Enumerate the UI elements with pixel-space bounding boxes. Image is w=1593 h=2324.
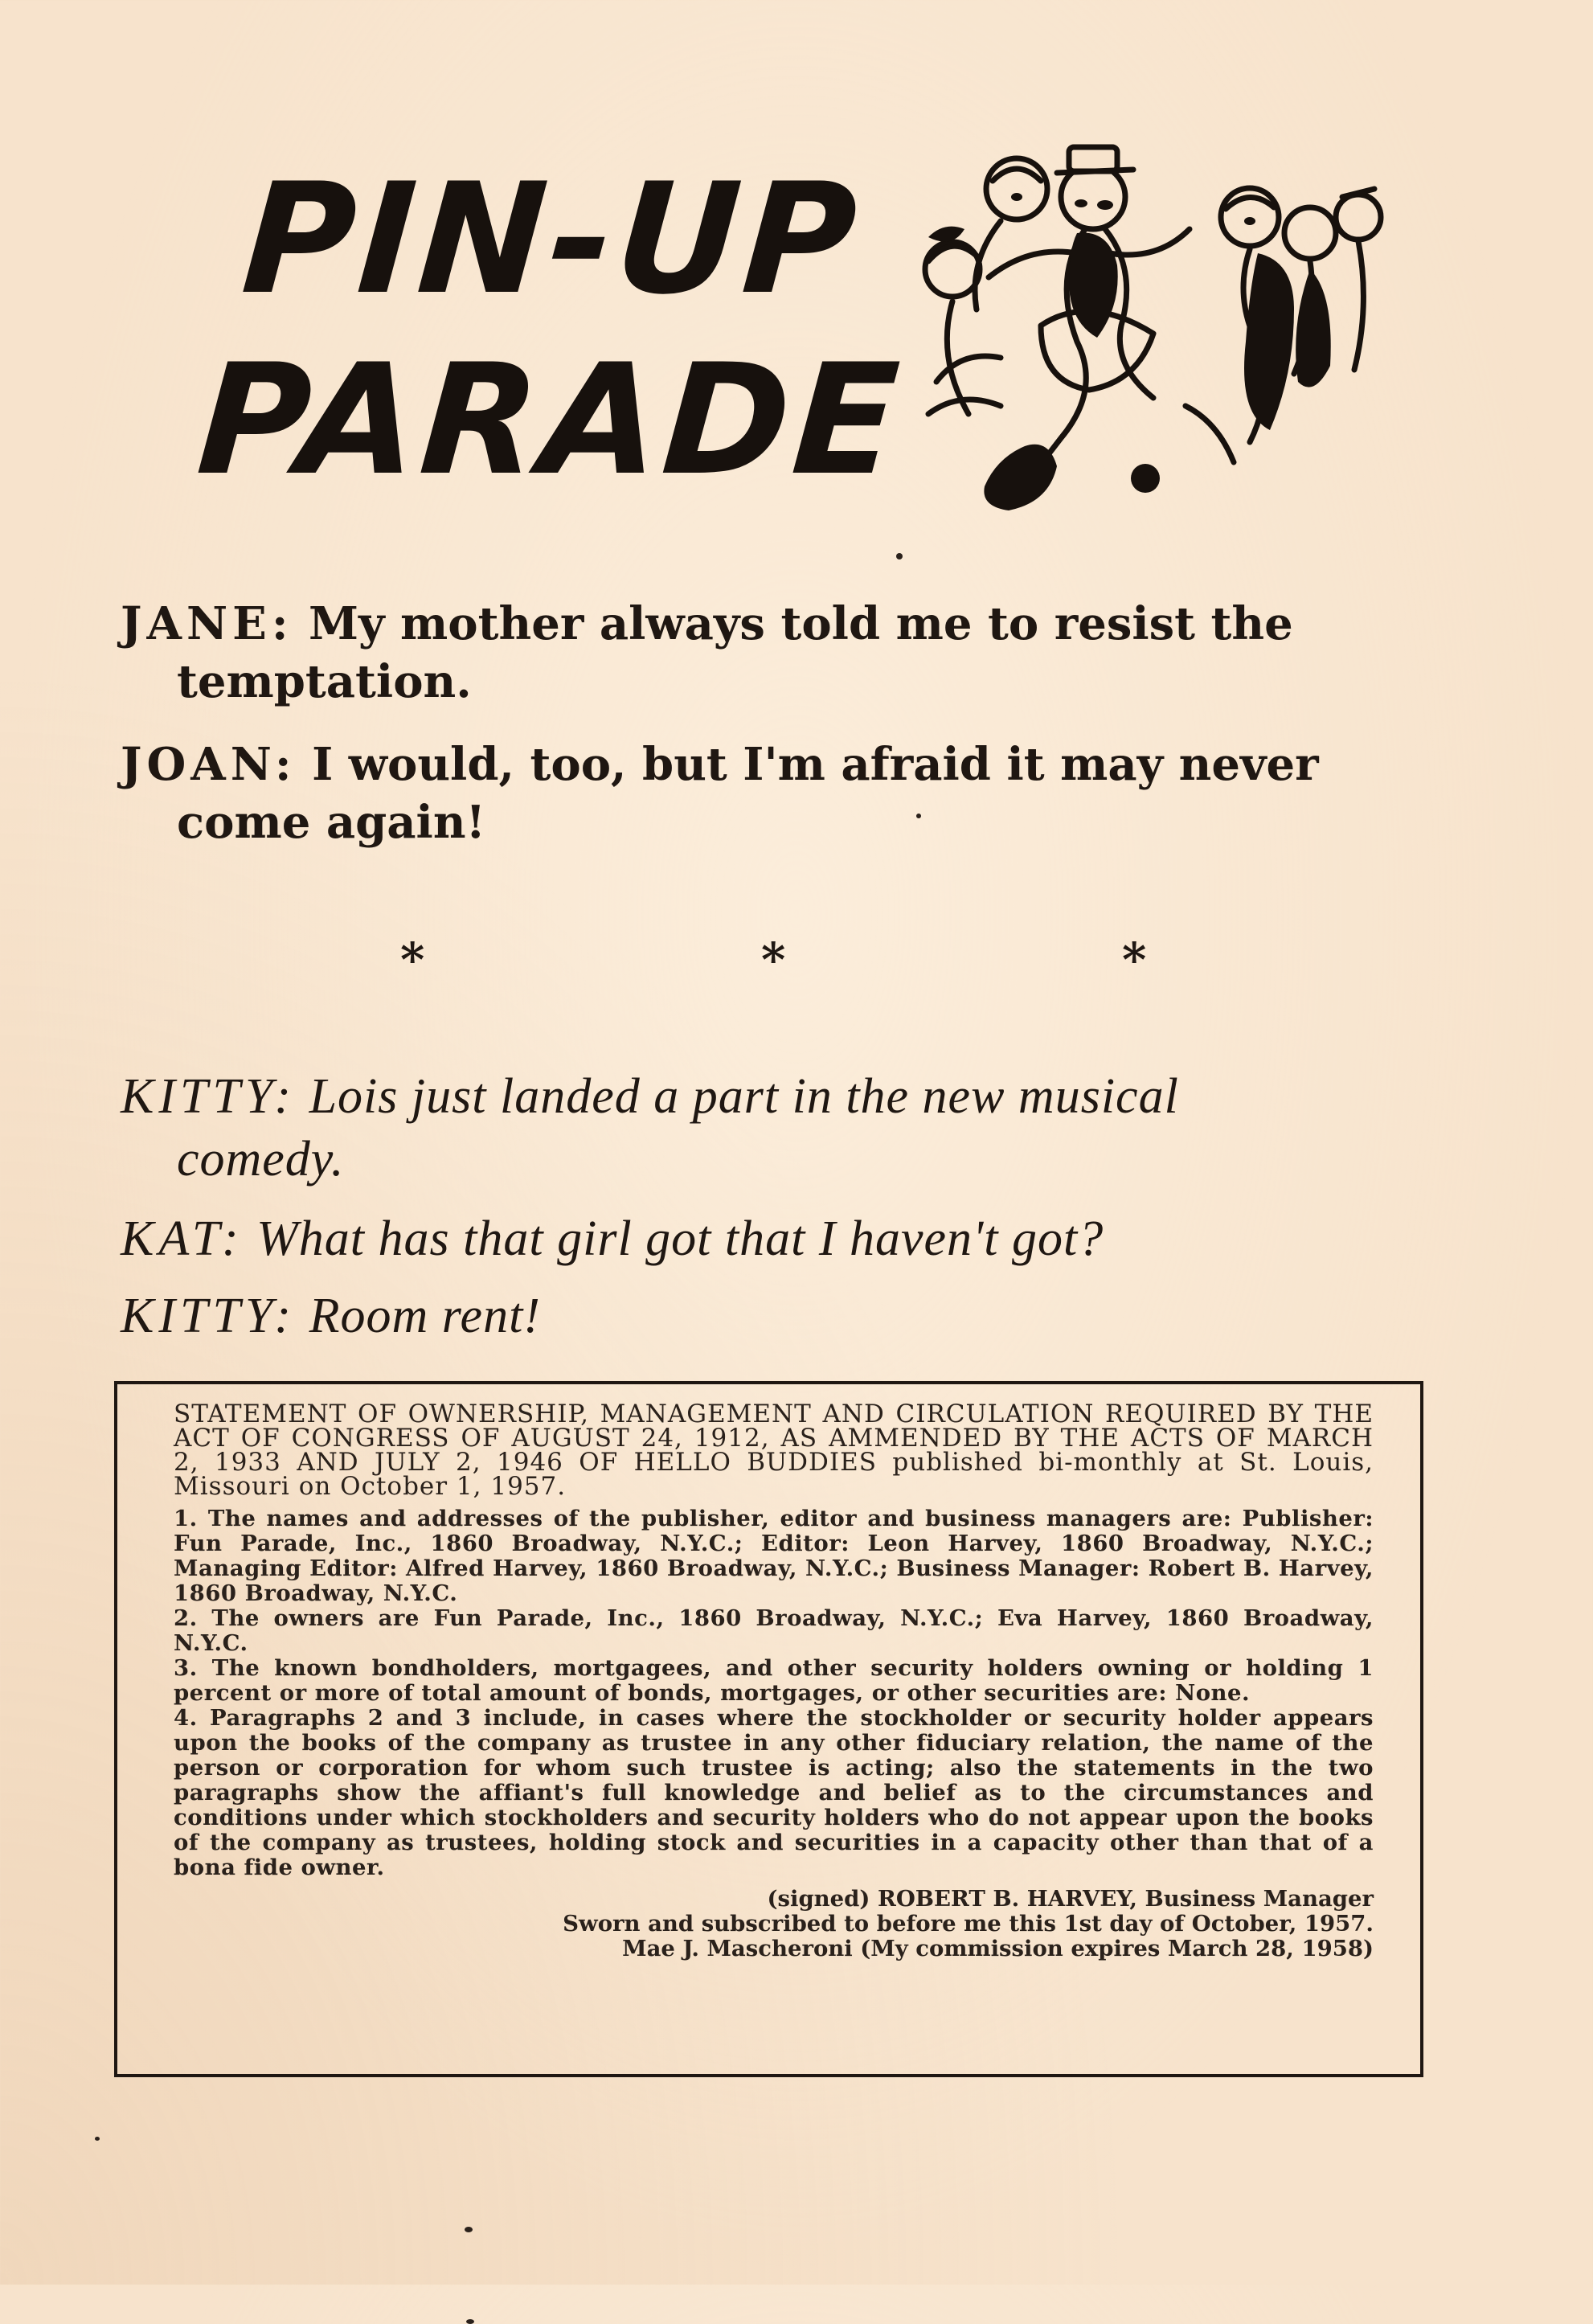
joke-joan	[121, 736, 1435, 851]
page-title	[192, 149, 924, 510]
title-line-2: PARADE	[192, 331, 907, 509]
statement-paragraph-3: 3. The known bondholders, mortgagees, and other security holders owning or holding 1 percent or more of total amount of bonds, mortgages, or other securities are: None.	[174, 1655, 1374, 1706]
joke-kitty	[121, 1065, 1435, 1191]
separator-asterisks	[0, 932, 1593, 997]
joke-text: What has that girl got that I haven't got?	[256, 1211, 1104, 1266]
joke-jane	[121, 595, 1435, 711]
sworn-line: Sworn and subscribed to before me this 1st day of October, 1957.	[563, 1911, 1374, 1937]
print-speck	[465, 2227, 473, 2232]
statement-heading: STATEMENT OF OWNERSHIP, MANAGEMENT AND CIRCULATION REQUIRED BY THE ACT OF CONGRESS OF AUGUST 24, 1912, AS AMMENDED BY THE ACTS OF MARCH 2, 1933 AND JULY 2, 1946 OF HELLO BUDDIES published bi-monthly at St. Louis, Missouri on October 1, 1957.	[174, 1400, 1374, 1501]
print-speck	[95, 2137, 100, 2141]
print-speck	[466, 2319, 474, 2324]
asterisk: *	[761, 932, 786, 987]
speaker-joan: JOAN:	[121, 738, 297, 791]
statement-paragraph-4: 4. Paragraphs 2 and 3 include, in cases where the stockholder or security holder appears upon the books of the company as trustee in any other fiduciary relation, the name of the person or corporation for whom such trustee is acting; also the statements in the two paragraphs show the affiant's full knowledge and belief as to the circumstances and conditions under which stockholders and security holders who do not appear upon the books of the company as trustees, holding stock and securities in a capacity other than that of a bona fide owner.	[174, 1705, 1374, 1880]
speaker-kat: KAT:	[121, 1211, 244, 1266]
statement-of-ownership-box	[114, 1381, 1423, 2077]
speaker-kitty: KITTY:	[121, 1069, 297, 1124]
joke-kitty-reply	[121, 1285, 1435, 1347]
joke-text: My mother always told me to resist the	[309, 597, 1293, 650]
joke-text-continued: comedy.	[177, 1132, 345, 1187]
notary-line: Mae J. Mascheroni (My commission expires March 28, 1958)	[622, 1936, 1374, 1961]
joke-text: Room rent!	[309, 1289, 541, 1343]
statement-signature	[174, 1887, 1374, 1961]
joke-text-continued: come again!	[177, 796, 486, 849]
print-speck	[896, 553, 903, 559]
speaker-kitty: KITTY:	[121, 1289, 297, 1343]
joke-kat	[121, 1207, 1435, 1270]
title-line-1: PIN-UP	[237, 150, 865, 328]
statement-paragraph-1: 1. The names and addresses of the publisher, editor and business managers are: Publisher: Fun Parade, Inc., 1860 Broadway, N.Y.C.; Editor: Leon Harvey, 1860 Broadway, N.Y.C.; Managing Editor: Alfred Harvey, 1860 Broadway, N.Y.C.; Business Manager: Robert B. Harvey, 1860 Broadway, N.Y.C.	[174, 1506, 1374, 1606]
joke-text: Lois just landed a part in the new musical	[309, 1069, 1179, 1124]
speaker-jane: JANE:	[121, 597, 293, 650]
dancing-crowd-illustration	[904, 141, 1394, 518]
print-speck	[916, 814, 921, 818]
joke-text: I would, too, but I'm afraid it may never	[312, 738, 1319, 791]
asterisk: *	[1122, 932, 1147, 987]
signed-line: (signed) ROBERT B. HARVEY, Business Manager	[767, 1886, 1374, 1912]
statement-paragraph-2: 2. The owners are Fun Parade, Inc., 1860 Broadway, N.Y.C.; Eva Harvey, 1860 Broadway, N.Y.C.	[174, 1605, 1374, 1656]
asterisk: *	[400, 932, 425, 987]
joke-text-continued: temptation.	[177, 655, 472, 708]
